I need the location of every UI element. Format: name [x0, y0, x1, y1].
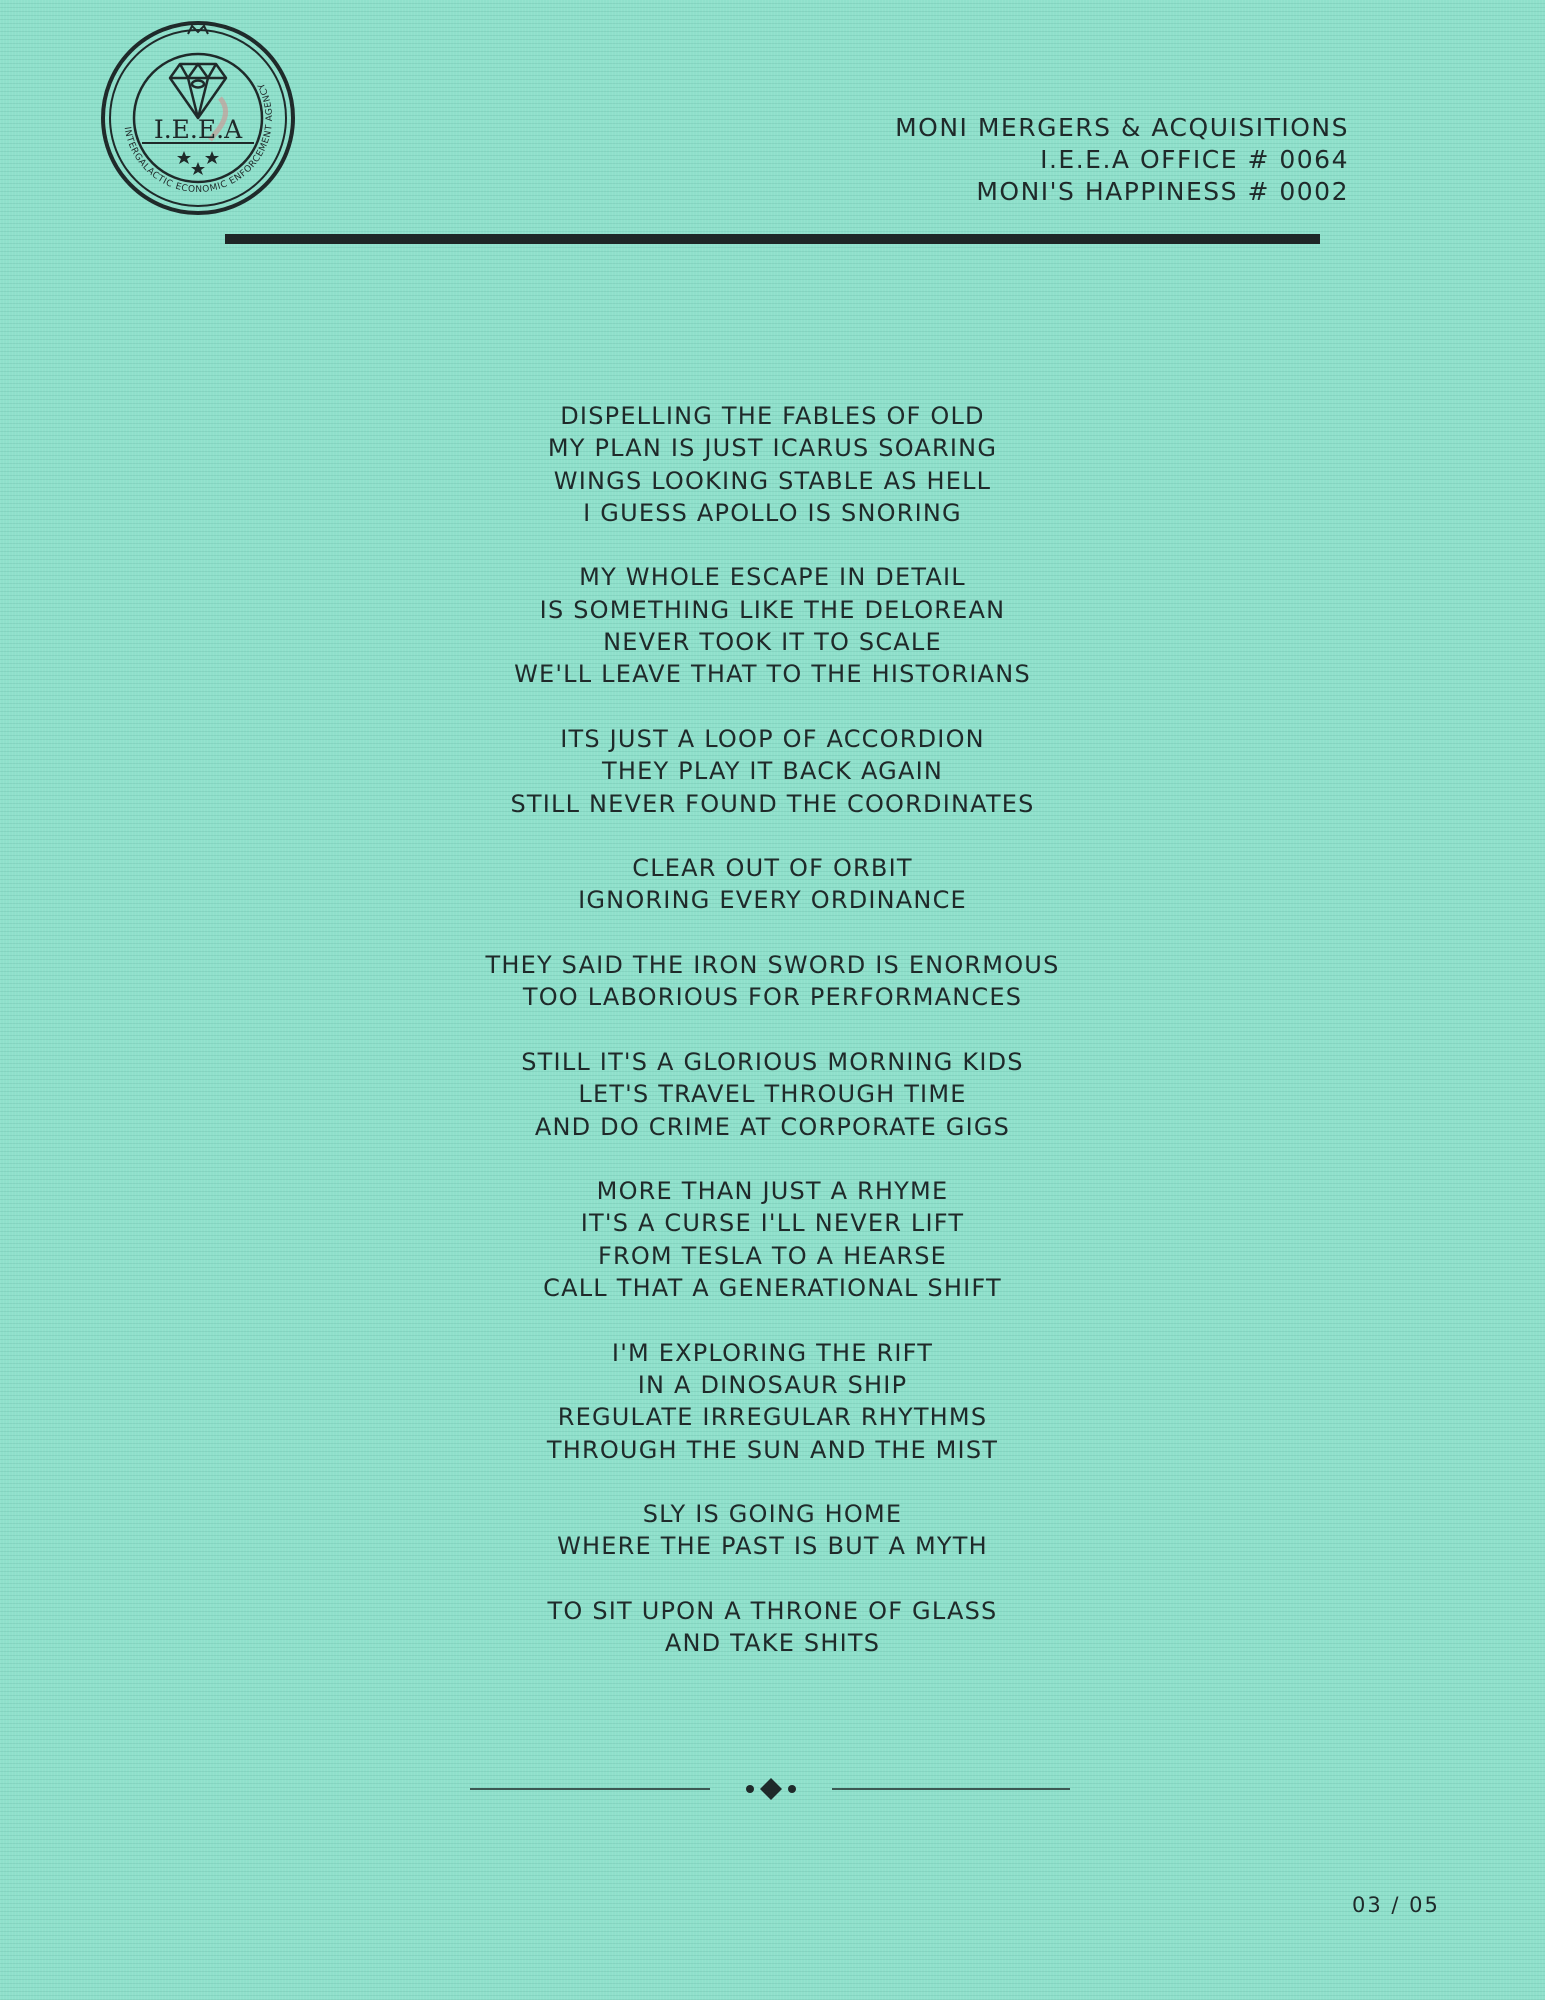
poem-line: FROM TESLA TO A HEARSE [597, 1241, 948, 1270]
diamond-icon [170, 64, 226, 118]
poem-line: STILL NEVER FOUND THE COORDINATES [510, 789, 1035, 818]
poem-stanza [0, 723, 1545, 820]
poem-stanza [0, 1046, 1545, 1143]
ornament-dot-icon [746, 1785, 754, 1793]
header-document-line: MONI'S HAPPINESS # 0002 [976, 177, 1349, 206]
poem-line: TOO LABORIOUS FOR PERFORMANCES [522, 983, 1023, 1012]
poem-line: CLEAR OUT OF ORBIT [632, 854, 913, 883]
poem-stanza [0, 852, 1545, 917]
poem-stanza [0, 1498, 1545, 1563]
poem-line: IT'S A CURSE I'LL NEVER LIFT [580, 1209, 965, 1238]
poem-stanza [0, 1337, 1545, 1466]
seal-ring-text: INTERGALACTIC ECONOMIC ENFORCEMENT AGENCY [121, 80, 276, 196]
iee-agency-seal [100, 20, 296, 216]
header-office-line: I.E.E.A OFFICE # 0064 [1040, 145, 1349, 174]
poem-line: MY WHOLE ESCAPE IN DETAIL [579, 563, 966, 592]
poem-line: WHERE THE PAST IS BUT A MYTH [557, 1532, 988, 1561]
poem-line: LET'S TRAVEL THROUGH TIME [578, 1080, 967, 1109]
poem-line: WINGS LOOKING STABLE AS HELL [553, 466, 992, 495]
seal-initials: I.E.E.A [153, 115, 243, 144]
ornament-diamond-icon [760, 1778, 782, 1800]
poem-stanza [0, 1595, 1545, 1660]
poem-line: I'M EXPLORING THE RIFT [611, 1338, 934, 1367]
poem-line: CALL THAT A GENERATIONAL SHIFT [543, 1274, 1002, 1303]
poem-line: IN A DINOSAUR SHIP [637, 1370, 908, 1399]
poem-stanza [0, 561, 1545, 690]
poem-line: WE'LL LEAVE THAT TO THE HISTORIANS [514, 660, 1031, 689]
poem-line: THEY PLAY IT BACK AGAIN [602, 757, 943, 786]
ornament-dot-icon [788, 1785, 796, 1793]
poem-line: SLY IS GOING HOME [642, 1500, 903, 1529]
poem-line: THEY SAID THE IRON SWORD IS ENORMOUS [485, 951, 1060, 980]
star-icons [177, 151, 219, 175]
poem-line: MORE THAN JUST A RHYME [596, 1177, 949, 1206]
ornamental-divider [470, 1772, 1070, 1806]
poem-line: IGNORING EVERY ORDINANCE [578, 886, 967, 915]
poem-line: ITS JUST A LOOP OF ACCORDION [560, 724, 985, 753]
poem-line: I GUESS APOLLO IS SNORING [583, 498, 962, 527]
poem-line: NEVER TOOK IT TO SCALE [603, 628, 942, 657]
poem-line: MY PLAN IS JUST ICARUS SOARING [547, 434, 998, 463]
header-divider [225, 234, 1320, 244]
poem-line: AND DO CRIME AT CORPORATE GIGS [534, 1112, 1011, 1141]
page-number: 03 / 05 [1352, 1893, 1440, 1917]
poem-line: AND TAKE SHITS [664, 1629, 881, 1658]
poem-line: THROUGH THE SUN AND THE MIST [546, 1435, 999, 1464]
poem-line: IS SOMETHING LIKE THE DELOREAN [539, 595, 1006, 624]
poem-stanza [0, 400, 1545, 529]
poem-line: REGULATE IRREGULAR RHYTHMS [557, 1403, 988, 1432]
poem-line: TO SIT UPON A THRONE OF GLASS [547, 1596, 998, 1625]
header-company-line: MONI MERGERS & ACQUISITIONS [895, 113, 1349, 142]
poem-line: DISPELLING THE FABLES OF OLD [560, 402, 985, 430]
office-header [895, 112, 1349, 208]
poem-stanza [0, 1175, 1545, 1304]
poem-line: STILL IT'S A GLORIOUS MORNING KIDS [521, 1047, 1024, 1076]
poem-body [0, 400, 1545, 1692]
poem-stanza [0, 949, 1545, 1014]
